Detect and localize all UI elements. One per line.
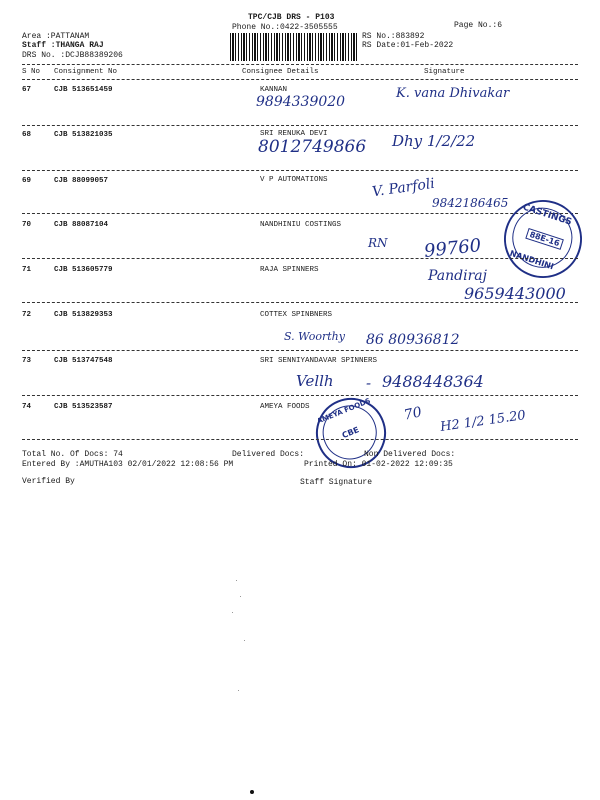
total-docs: Total No. Of Docs: 74 <box>22 450 123 459</box>
row-consignment: CJB 513523587 <box>54 403 113 411</box>
drs-title: TPC/CJB DRS - P103 <box>248 13 335 22</box>
handwritten-signature: Dhy 1/2/22 <box>392 132 476 150</box>
row-sno: 72 <box>22 311 32 319</box>
handwritten-signature: Vellh <box>296 372 334 390</box>
row-consignment: CJB 513821035 <box>54 131 113 139</box>
divider <box>22 125 578 126</box>
divider <box>22 350 578 351</box>
divider <box>22 439 578 440</box>
divider <box>22 258 578 259</box>
row-consignee: KANNAN <box>260 86 288 94</box>
row-sno: 71 <box>22 266 32 274</box>
row-consignment: CJB 513605779 <box>54 266 113 274</box>
row-sno: 73 <box>22 357 32 365</box>
row-sno: 67 <box>22 86 32 94</box>
handwritten-phone: 70 <box>402 404 424 424</box>
col-signature: Signature <box>424 68 465 76</box>
col-consignment: Consignment No <box>54 68 118 76</box>
handwritten-phone: 99760 <box>423 235 483 262</box>
handwritten-name: V. Parfoli <box>371 175 436 201</box>
page-number: Page No.:6 <box>454 21 503 30</box>
row-consignee: COTTEX SPINBNERS <box>260 311 333 319</box>
divider <box>22 170 578 171</box>
stamp-text-top: CASTINGS <box>521 202 573 228</box>
staff-signature: Staff Signature <box>300 478 373 487</box>
handwritten-phone: 9659443000 <box>464 284 566 303</box>
handwritten-phone: 9894339020 <box>256 94 346 110</box>
scan-speck <box>244 640 245 641</box>
divider <box>22 302 578 303</box>
col-sno: S No <box>22 68 41 76</box>
divider <box>22 79 578 80</box>
row-consignee: RAJA SPINNERS <box>260 266 319 274</box>
company-stamp <box>494 190 592 288</box>
row-consignment: CJB 88099057 <box>54 177 109 185</box>
entered-by: Entered By :AMUTHA103 02/01/2022 12:08:56 PM <box>22 460 234 469</box>
scan-speck <box>236 580 237 581</box>
scan-speck <box>238 690 239 691</box>
handwritten-phone: 9488448364 <box>382 372 484 391</box>
staff-label: Staff :THANGA RAJ <box>22 41 104 50</box>
row-sno: 70 <box>22 221 32 229</box>
row-consignee: V P AUTOMATIONS <box>260 176 328 184</box>
handwritten-name: Pandiraj <box>428 268 487 284</box>
row-consignee: SRI RENUKA DEVI <box>260 130 328 138</box>
row-consignee: NANDHINIU COSTINGS <box>260 221 342 229</box>
non-delivered-docs: Non Delivered Docs: <box>364 450 456 459</box>
rs-number: RS No.:883892 <box>362 32 425 41</box>
scan-dot <box>250 790 254 794</box>
handwritten-signature: K. vana Dhivakar <box>396 86 510 101</box>
scan-speck <box>232 612 233 613</box>
handwritten-name: S. Woorthy <box>284 330 345 343</box>
row-consignee: SRI SENNIYANDAVAR SPINNERS <box>260 357 378 365</box>
row-consignment: CJB 88087104 <box>54 221 109 229</box>
handwritten-phone: 86 80936812 <box>366 332 460 348</box>
row-sno: 74 <box>22 403 32 411</box>
row-consignment: CJB 513747548 <box>54 357 113 365</box>
row-consignment: CJB 513829353 <box>54 311 113 319</box>
handwritten-dash: - <box>366 374 372 392</box>
stamp-text-top: AMEYA FOODS <box>315 396 372 426</box>
stamp-text-center: CBE <box>340 425 361 441</box>
handwritten-phone: 9842186465 <box>432 196 509 210</box>
drs-number: DRS No. :DCJB88389206 <box>22 51 123 60</box>
divider <box>22 395 578 396</box>
handwritten-signature: RN <box>368 236 388 250</box>
verified-by: Verified By <box>22 477 75 486</box>
col-consignee: Consignee Details <box>242 68 319 76</box>
row-sno: 68 <box>22 131 32 139</box>
handwritten-signature: H2 1/2 15.20 <box>439 408 527 435</box>
row-consignee: AMEYA FOODS <box>260 403 310 411</box>
divider <box>22 213 578 214</box>
rs-date: RS Date:01-Feb-2022 <box>362 41 454 50</box>
barcode <box>230 33 358 61</box>
stamp-text-center: 88E-16 <box>525 228 564 250</box>
printed-on: Printed On: 01-02-2022 12:09:35 <box>304 460 453 469</box>
delivered-docs: Delivered Docs: <box>232 450 305 459</box>
handwritten-phone: 8012749866 <box>258 137 367 157</box>
area-label: Area :PATTANAM <box>22 32 90 41</box>
row-consignment: CJB 513651459 <box>54 86 113 94</box>
scan-speck <box>240 596 241 597</box>
divider <box>22 64 578 65</box>
stamp-text-bottom: NANDHINI <box>508 248 555 272</box>
phone-number: Phone No.:0422-3505555 <box>232 23 338 32</box>
row-sno: 69 <box>22 177 32 185</box>
